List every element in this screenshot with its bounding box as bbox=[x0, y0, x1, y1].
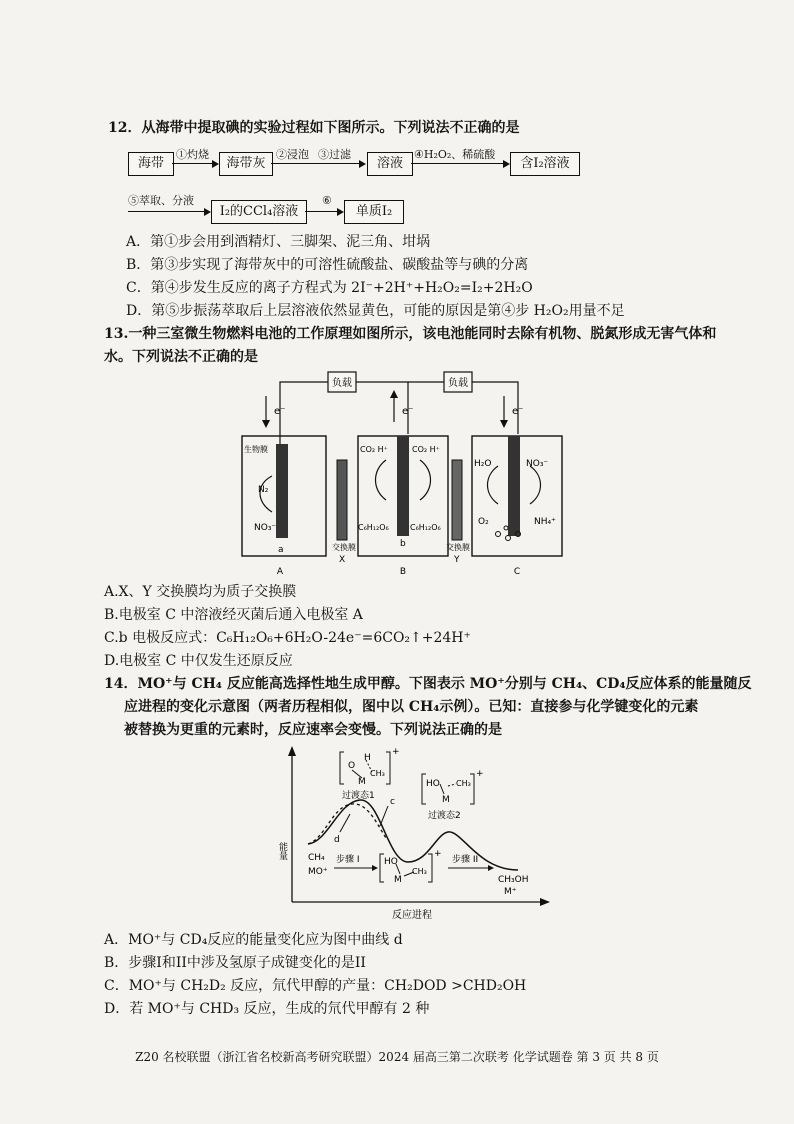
co2-h-label-right: CO₂ H⁺ bbox=[412, 445, 440, 454]
ts1-ch3: CH₃ bbox=[370, 769, 385, 778]
q14-stem-line2: 应进程的变化示意图（两者历程相似，图中以 CH₄示例）。已知：直接参与化学键变化的元素 bbox=[124, 699, 699, 715]
q12-option-d: D．第⑤步振荡萃取后上层溶液依然显黄色，可能的原因是第④步 H₂O₂用量不足 bbox=[126, 303, 625, 319]
flow-arrow bbox=[271, 163, 359, 164]
nh4-label: NH₄⁺ bbox=[534, 517, 556, 527]
flow-box-seaweed: 海带 bbox=[128, 152, 174, 176]
reactant-mo: MO⁺ bbox=[308, 867, 328, 877]
arrow-head-icon bbox=[204, 208, 211, 216]
q13-stem-line1: 13.一种三室微生物燃料电池的工作原理如图所示，该电池能同时去除有机物、脱氮形成无害气体和 bbox=[104, 326, 717, 342]
fuel-cell-diagram bbox=[236, 366, 570, 578]
flow-box-iodine-solution: 含I₂溶液 bbox=[510, 152, 580, 176]
h2o-label: H₂O bbox=[474, 459, 492, 469]
co2-h-label-left: CO₂ H⁺ bbox=[360, 445, 388, 454]
electron-label-3: e⁻ bbox=[512, 406, 524, 417]
arrow-head-icon bbox=[262, 390, 508, 428]
electron-label-1: e⁻ bbox=[274, 406, 286, 417]
curve-d-label: d bbox=[334, 835, 340, 845]
membrane-y-label: 交换膜 bbox=[446, 543, 470, 552]
q13-option-b: B.电极室 C 中溶液经灭菌后通入电极室 A bbox=[104, 607, 363, 623]
q14-option-a: A．MO⁺与 CD₄反应的能量变化应为图中曲线 d bbox=[104, 932, 403, 948]
arrow-head-icon bbox=[359, 160, 366, 168]
flow-step-1: ①灼烧 bbox=[176, 148, 209, 161]
curve-c-label: c bbox=[390, 797, 395, 807]
arrow-head-icon bbox=[212, 160, 219, 168]
q12-option-b: B．第③步实现了海带灰中的可溶性硫酸盐、碳酸盐等与碘的分离 bbox=[126, 257, 529, 273]
membrane-x-label: 交换膜 bbox=[332, 543, 356, 552]
flow-step-4: ④H₂O₂、稀硫酸 bbox=[414, 148, 496, 161]
product-ch3oh: CH₃OH bbox=[498, 875, 529, 885]
arrow-head-icon bbox=[488, 865, 494, 871]
q12-stem: 12．从海带中提取碘的实验过程如下图所示。下列说法不正确的是 bbox=[108, 120, 520, 136]
arrow-head-icon bbox=[337, 208, 344, 216]
flow-box-solution: 溶液 bbox=[367, 152, 413, 176]
flow-arrow bbox=[305, 211, 337, 212]
flow-step-5: ⑤萃取、分液 bbox=[128, 194, 194, 207]
q14-option-b: B．步骤I和II中涉及氢原子成键变化的是II bbox=[104, 955, 366, 971]
membrane-x bbox=[337, 460, 347, 540]
electrode-a bbox=[276, 444, 288, 538]
q14-option-d: D．若 MO⁺与 CHD₃ 反应，生成的氘代甲醇有 2 种 bbox=[104, 1001, 430, 1017]
ts2-ho: HO bbox=[426, 779, 440, 789]
x-axis-label: 反应进程 bbox=[392, 910, 432, 921]
chamber-b-label: B bbox=[399, 567, 407, 577]
o2-label: O₂ bbox=[478, 517, 489, 527]
energy-profile-diagram bbox=[268, 742, 558, 924]
load-label-left: 负载 bbox=[332, 378, 352, 389]
step-2-label: 步骤 II bbox=[452, 855, 479, 865]
electrode-b-label: b bbox=[400, 539, 406, 549]
flow-arrow bbox=[411, 163, 503, 164]
page-footer: Z20 名校联盟（浙江省名校新高考研究联盟）2024 届高三第二次联考 化学试题卷 第 3 页 共 8 页 bbox=[135, 1050, 659, 1064]
electrode-c bbox=[508, 436, 520, 536]
ts2-ch3: CH₃ bbox=[456, 779, 471, 788]
electron-arrows bbox=[266, 396, 504, 422]
arrow-head-icon bbox=[372, 865, 378, 871]
glucose-label-left: C₆H₁₂O₆ bbox=[358, 523, 389, 532]
flow-arrow bbox=[172, 163, 212, 164]
biofilm-label: 生物膜 bbox=[244, 445, 268, 454]
n2-label: N₂ bbox=[258, 485, 269, 495]
load-label-right: 负载 bbox=[448, 378, 468, 389]
q13-stem-line2: 水。下列说法不正确的是 bbox=[104, 349, 258, 365]
q14-stem-line1: 14．MO⁺与 CH₄ 反应能高选择性地生成甲醇。下图表示 MO⁺分别与 CH₄、CD₄反应体系的能量随反 bbox=[104, 676, 752, 692]
ts2-m: M bbox=[442, 795, 450, 805]
q13-option-c: C.b 电极反应式：C₆H₁₂O₆+6H₂O-24e⁻=6CO₂↑+24H⁺ bbox=[104, 630, 471, 646]
q14-option-c: C．MO⁺与 CH₂D₂ 反应，氘代甲醇的产量：CH₂DOD >CHD₂OH bbox=[104, 978, 527, 994]
chamber-a-label: A bbox=[276, 567, 284, 577]
flow-step-6: ⑥ bbox=[322, 194, 332, 207]
product-m: M⁺ bbox=[504, 887, 517, 897]
x-axis-arrow-icon bbox=[540, 898, 550, 906]
flow-box-iodine: 单质I₂ bbox=[344, 200, 404, 224]
electrode-b bbox=[397, 436, 409, 536]
electron-label-2: e⁻ bbox=[402, 406, 414, 417]
ts1-o: O bbox=[348, 761, 356, 771]
membrane-x-name: X bbox=[339, 555, 346, 565]
membrane-y bbox=[452, 460, 462, 540]
flow-step-2: ②浸泡 bbox=[276, 148, 309, 161]
flow-box-ccl4-solution: I₂的CCl₄溶液 bbox=[211, 200, 307, 224]
flow-box-ash: 海带灰 bbox=[219, 152, 273, 176]
ts1-label: 过渡态1 bbox=[342, 791, 375, 801]
circuit-wires bbox=[280, 382, 518, 444]
arrow-head-icon bbox=[503, 160, 510, 168]
electrode-a-label: a bbox=[278, 545, 284, 555]
glucose-label-right: C₆H₁₂O₆ bbox=[410, 523, 441, 532]
no3-label-a: NO₃⁻ bbox=[254, 523, 277, 533]
step-1-label: 步骤 I bbox=[336, 855, 360, 865]
int-charge: + bbox=[434, 849, 442, 859]
ts2-charge: + bbox=[476, 769, 484, 779]
leader-c bbox=[380, 806, 388, 826]
q12-option-a: A．第①步会用到酒精灯、三脚架、泥三角、坩埚 bbox=[126, 234, 431, 250]
q12-option-c: C．第④步发生反应的离子方程式为 2I⁻+2H⁺+H₂O₂=I₂+2H₂O bbox=[126, 280, 533, 296]
ts2-label: 过渡态2 bbox=[428, 811, 461, 821]
membrane-y-name: Y bbox=[454, 555, 460, 565]
no3-label-c: NO₃⁻ bbox=[526, 459, 549, 469]
y-axis-label: 能量 bbox=[277, 842, 287, 860]
ts1-charge: + bbox=[392, 747, 400, 757]
flow-step-3: ③过滤 bbox=[318, 148, 351, 161]
q13-option-d: D.电极室 C 中仅发生还原反应 bbox=[104, 653, 293, 669]
leader-d bbox=[340, 814, 350, 832]
reactant-ch4: CH₄ bbox=[308, 853, 325, 863]
ts1-h: H bbox=[364, 753, 371, 763]
chamber-c-label: C bbox=[513, 567, 521, 577]
flow-arrow bbox=[128, 211, 204, 212]
q14-stem-line3: 被替换为更重的元素时，反应速率会变慢。下列说法正确的是 bbox=[124, 722, 502, 738]
int-ho: HO bbox=[384, 857, 398, 867]
int-m: M bbox=[394, 875, 402, 885]
ts1-m: M bbox=[358, 777, 366, 787]
q13-option-a: A.X、Y 交换膜均为质子交换膜 bbox=[104, 584, 297, 600]
y-axis-arrow-icon bbox=[288, 746, 296, 756]
int-ch3: CH₃ bbox=[412, 867, 427, 876]
